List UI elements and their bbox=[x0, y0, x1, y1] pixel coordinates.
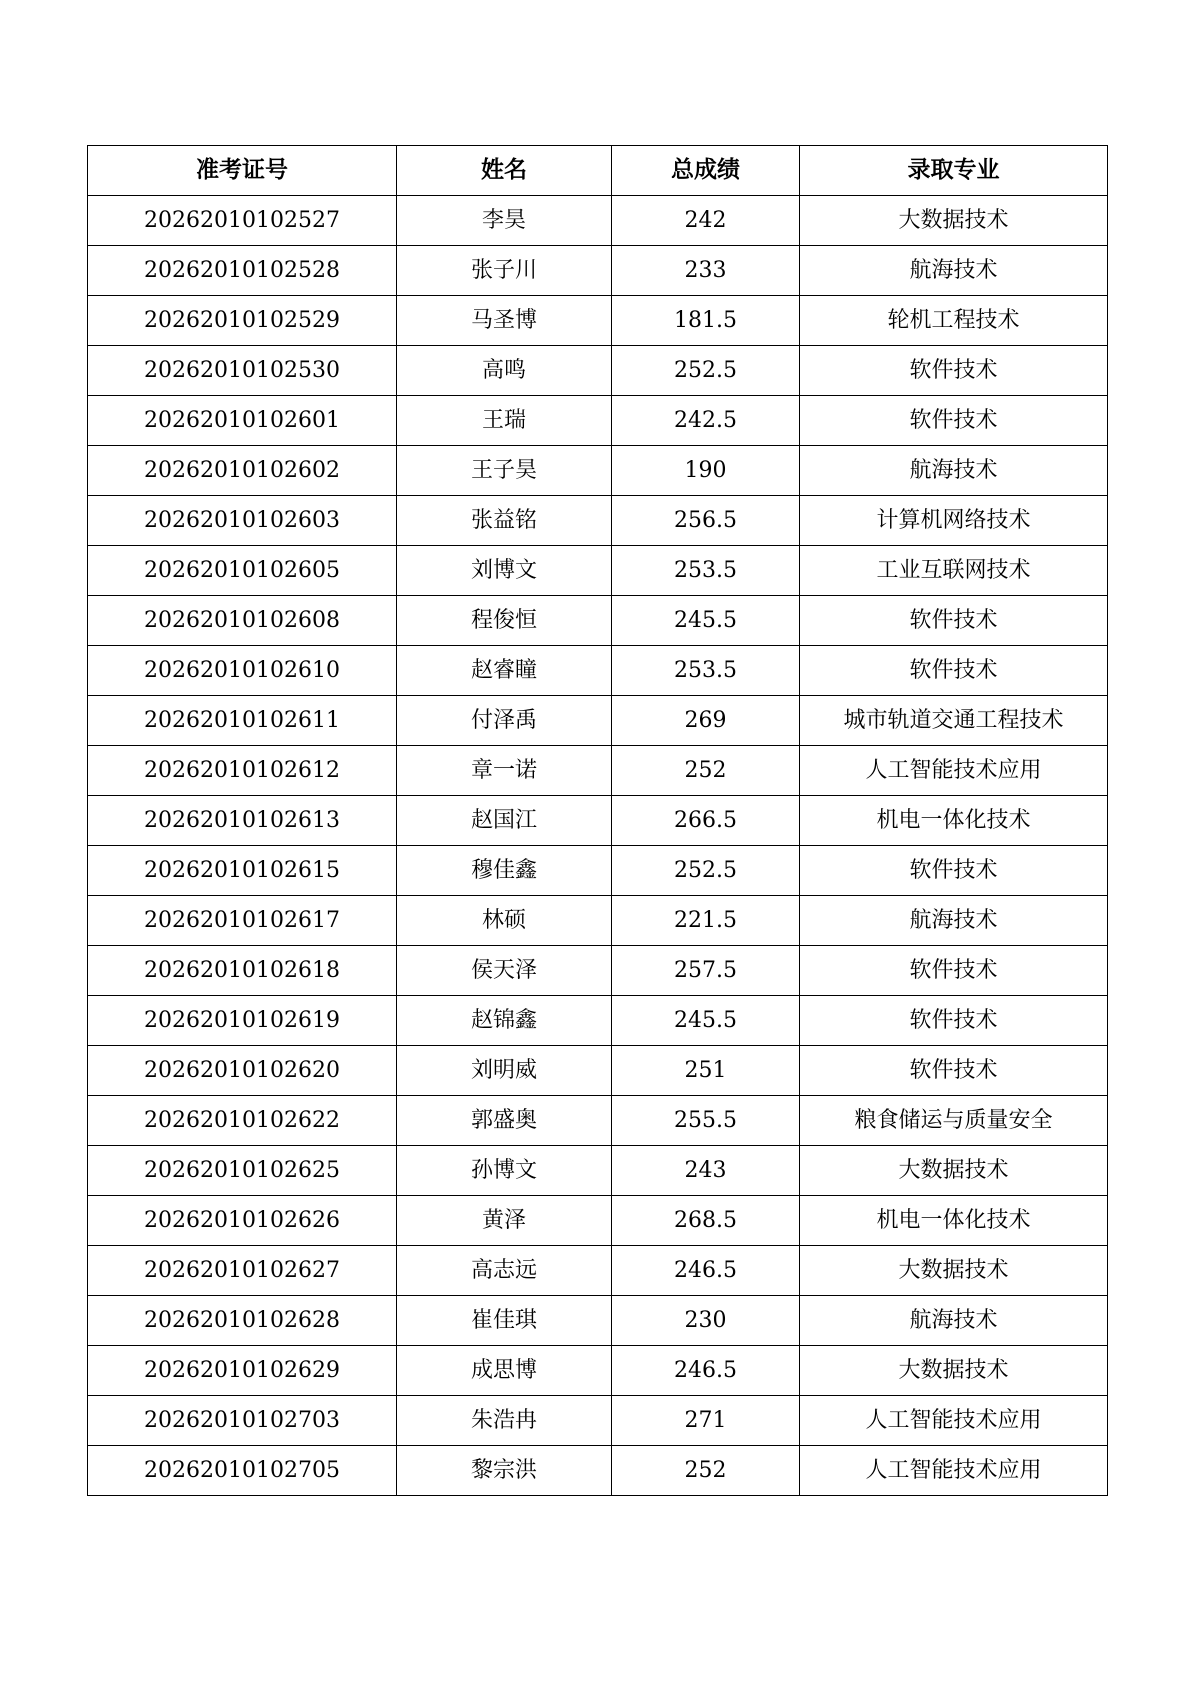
cell-score: 252.5 bbox=[612, 846, 800, 896]
header-name: 姓名 bbox=[397, 146, 612, 196]
cell-name: 高志远 bbox=[397, 1246, 612, 1296]
cell-name: 侯天泽 bbox=[397, 946, 612, 996]
cell-major: 大数据技术 bbox=[800, 1246, 1108, 1296]
cell-score: 242.5 bbox=[612, 396, 800, 446]
table-row bbox=[88, 446, 1108, 496]
cell-major: 软件技术 bbox=[800, 346, 1108, 396]
cell-exam-id: 20262010102601 bbox=[88, 396, 397, 446]
cell-score: 256.5 bbox=[612, 496, 800, 546]
table-row bbox=[88, 1396, 1108, 1446]
cell-exam-id: 20262010102528 bbox=[88, 246, 397, 296]
cell-name: 程俊恒 bbox=[397, 596, 612, 646]
cell-exam-id: 20262010102617 bbox=[88, 896, 397, 946]
cell-major: 人工智能技术应用 bbox=[800, 1396, 1108, 1446]
cell-score: 253.5 bbox=[612, 546, 800, 596]
cell-name: 崔佳琪 bbox=[397, 1296, 612, 1346]
cell-exam-id: 20262010102612 bbox=[88, 746, 397, 796]
admission-results-table bbox=[87, 145, 1108, 1496]
cell-score: 245.5 bbox=[612, 596, 800, 646]
table-row bbox=[88, 796, 1108, 846]
cell-name: 刘明威 bbox=[397, 1046, 612, 1096]
table-row bbox=[88, 396, 1108, 446]
table-row bbox=[88, 1346, 1108, 1396]
cell-name: 张益铭 bbox=[397, 496, 612, 546]
cell-name: 成思博 bbox=[397, 1346, 612, 1396]
cell-major: 软件技术 bbox=[800, 946, 1108, 996]
cell-major: 航海技术 bbox=[800, 1296, 1108, 1346]
table-row bbox=[88, 1446, 1108, 1496]
cell-exam-id: 20262010102613 bbox=[88, 796, 397, 846]
cell-name: 林硕 bbox=[397, 896, 612, 946]
cell-name: 高鸣 bbox=[397, 346, 612, 396]
cell-exam-id: 20262010102626 bbox=[88, 1196, 397, 1246]
cell-major: 粮食储运与质量安全 bbox=[800, 1096, 1108, 1146]
header-score: 总成绩 bbox=[612, 146, 800, 196]
cell-major: 航海技术 bbox=[800, 246, 1108, 296]
cell-major: 软件技术 bbox=[800, 646, 1108, 696]
cell-name: 黄泽 bbox=[397, 1196, 612, 1246]
cell-name: 赵锦鑫 bbox=[397, 996, 612, 1046]
table-row bbox=[88, 996, 1108, 1046]
cell-score: 257.5 bbox=[612, 946, 800, 996]
cell-exam-id: 20262010102615 bbox=[88, 846, 397, 896]
table-row bbox=[88, 846, 1108, 896]
cell-major: 轮机工程技术 bbox=[800, 296, 1108, 346]
cell-exam-id: 20262010102602 bbox=[88, 446, 397, 496]
cell-major: 软件技术 bbox=[800, 996, 1108, 1046]
cell-score: 233 bbox=[612, 246, 800, 296]
cell-score: 181.5 bbox=[612, 296, 800, 346]
header-exam-id: 准考证号 bbox=[88, 146, 397, 196]
cell-name: 赵睿瞳 bbox=[397, 646, 612, 696]
table-row bbox=[88, 346, 1108, 396]
cell-score: 271 bbox=[612, 1396, 800, 1446]
cell-name: 孙博文 bbox=[397, 1146, 612, 1196]
table-row bbox=[88, 546, 1108, 596]
header-row bbox=[88, 146, 1108, 196]
cell-score: 255.5 bbox=[612, 1096, 800, 1146]
cell-name: 王瑞 bbox=[397, 396, 612, 446]
cell-name: 付泽禹 bbox=[397, 696, 612, 746]
cell-score: 268.5 bbox=[612, 1196, 800, 1246]
table-row bbox=[88, 196, 1108, 246]
cell-score: 243 bbox=[612, 1146, 800, 1196]
cell-name: 王子昊 bbox=[397, 446, 612, 496]
table-row bbox=[88, 596, 1108, 646]
cell-score: 251 bbox=[612, 1046, 800, 1096]
cell-major: 大数据技术 bbox=[800, 1346, 1108, 1396]
cell-score: 266.5 bbox=[612, 796, 800, 846]
cell-exam-id: 20262010102627 bbox=[88, 1246, 397, 1296]
cell-exam-id: 20262010102529 bbox=[88, 296, 397, 346]
cell-major: 软件技术 bbox=[800, 1046, 1108, 1096]
cell-exam-id: 20262010102620 bbox=[88, 1046, 397, 1096]
cell-major: 航海技术 bbox=[800, 446, 1108, 496]
cell-exam-id: 20262010102629 bbox=[88, 1346, 397, 1396]
cell-exam-id: 20262010102622 bbox=[88, 1096, 397, 1146]
cell-score: 190 bbox=[612, 446, 800, 496]
cell-major: 城市轨道交通工程技术 bbox=[800, 696, 1108, 746]
table-body bbox=[88, 196, 1108, 1496]
cell-score: 252.5 bbox=[612, 346, 800, 396]
table-row bbox=[88, 746, 1108, 796]
cell-score: 230 bbox=[612, 1296, 800, 1346]
cell-name: 马圣博 bbox=[397, 296, 612, 346]
table-row bbox=[88, 296, 1108, 346]
table-row bbox=[88, 896, 1108, 946]
cell-major: 计算机网络技术 bbox=[800, 496, 1108, 546]
cell-name: 郭盛奥 bbox=[397, 1096, 612, 1146]
table-row bbox=[88, 1046, 1108, 1096]
cell-name: 朱浩冉 bbox=[397, 1396, 612, 1446]
cell-exam-id: 20262010102618 bbox=[88, 946, 397, 996]
cell-name: 刘博文 bbox=[397, 546, 612, 596]
cell-major: 机电一体化技术 bbox=[800, 796, 1108, 846]
cell-major: 人工智能技术应用 bbox=[800, 746, 1108, 796]
cell-name: 穆佳鑫 bbox=[397, 846, 612, 896]
cell-exam-id: 20262010102530 bbox=[88, 346, 397, 396]
table-row bbox=[88, 696, 1108, 746]
cell-score: 252 bbox=[612, 1446, 800, 1496]
cell-major: 软件技术 bbox=[800, 846, 1108, 896]
cell-score: 253.5 bbox=[612, 646, 800, 696]
cell-major: 人工智能技术应用 bbox=[800, 1446, 1108, 1496]
table-row bbox=[88, 496, 1108, 546]
cell-exam-id: 20262010102705 bbox=[88, 1446, 397, 1496]
table-row bbox=[88, 646, 1108, 696]
cell-exam-id: 20262010102608 bbox=[88, 596, 397, 646]
cell-score: 246.5 bbox=[612, 1246, 800, 1296]
cell-major: 软件技术 bbox=[800, 396, 1108, 446]
cell-name: 黎宗洪 bbox=[397, 1446, 612, 1496]
cell-major: 大数据技术 bbox=[800, 196, 1108, 246]
cell-name: 李昊 bbox=[397, 196, 612, 246]
table-row bbox=[88, 1096, 1108, 1146]
cell-major: 航海技术 bbox=[800, 896, 1108, 946]
cell-exam-id: 20262010102610 bbox=[88, 646, 397, 696]
table-row bbox=[88, 1246, 1108, 1296]
header-major: 录取专业 bbox=[800, 146, 1108, 196]
cell-major: 工业互联网技术 bbox=[800, 546, 1108, 596]
cell-exam-id: 20262010102619 bbox=[88, 996, 397, 1046]
table-row bbox=[88, 1196, 1108, 1246]
cell-name: 赵国江 bbox=[397, 796, 612, 846]
table-header bbox=[88, 146, 1108, 196]
cell-major: 机电一体化技术 bbox=[800, 1196, 1108, 1246]
cell-exam-id: 20262010102605 bbox=[88, 546, 397, 596]
cell-exam-id: 20262010102603 bbox=[88, 496, 397, 546]
cell-name: 张子川 bbox=[397, 246, 612, 296]
cell-exam-id: 20262010102527 bbox=[88, 196, 397, 246]
table-row bbox=[88, 1146, 1108, 1196]
cell-exam-id: 20262010102628 bbox=[88, 1296, 397, 1346]
cell-score: 269 bbox=[612, 696, 800, 746]
cell-score: 252 bbox=[612, 746, 800, 796]
table-row bbox=[88, 246, 1108, 296]
cell-major: 大数据技术 bbox=[800, 1146, 1108, 1196]
cell-name: 章一诺 bbox=[397, 746, 612, 796]
cell-score: 245.5 bbox=[612, 996, 800, 1046]
table-row bbox=[88, 1296, 1108, 1346]
cell-major: 软件技术 bbox=[800, 596, 1108, 646]
cell-score: 221.5 bbox=[612, 896, 800, 946]
table-row bbox=[88, 946, 1108, 996]
cell-exam-id: 20262010102611 bbox=[88, 696, 397, 746]
cell-exam-id: 20262010102703 bbox=[88, 1396, 397, 1446]
cell-exam-id: 20262010102625 bbox=[88, 1146, 397, 1196]
cell-score: 246.5 bbox=[612, 1346, 800, 1396]
cell-score: 242 bbox=[612, 196, 800, 246]
